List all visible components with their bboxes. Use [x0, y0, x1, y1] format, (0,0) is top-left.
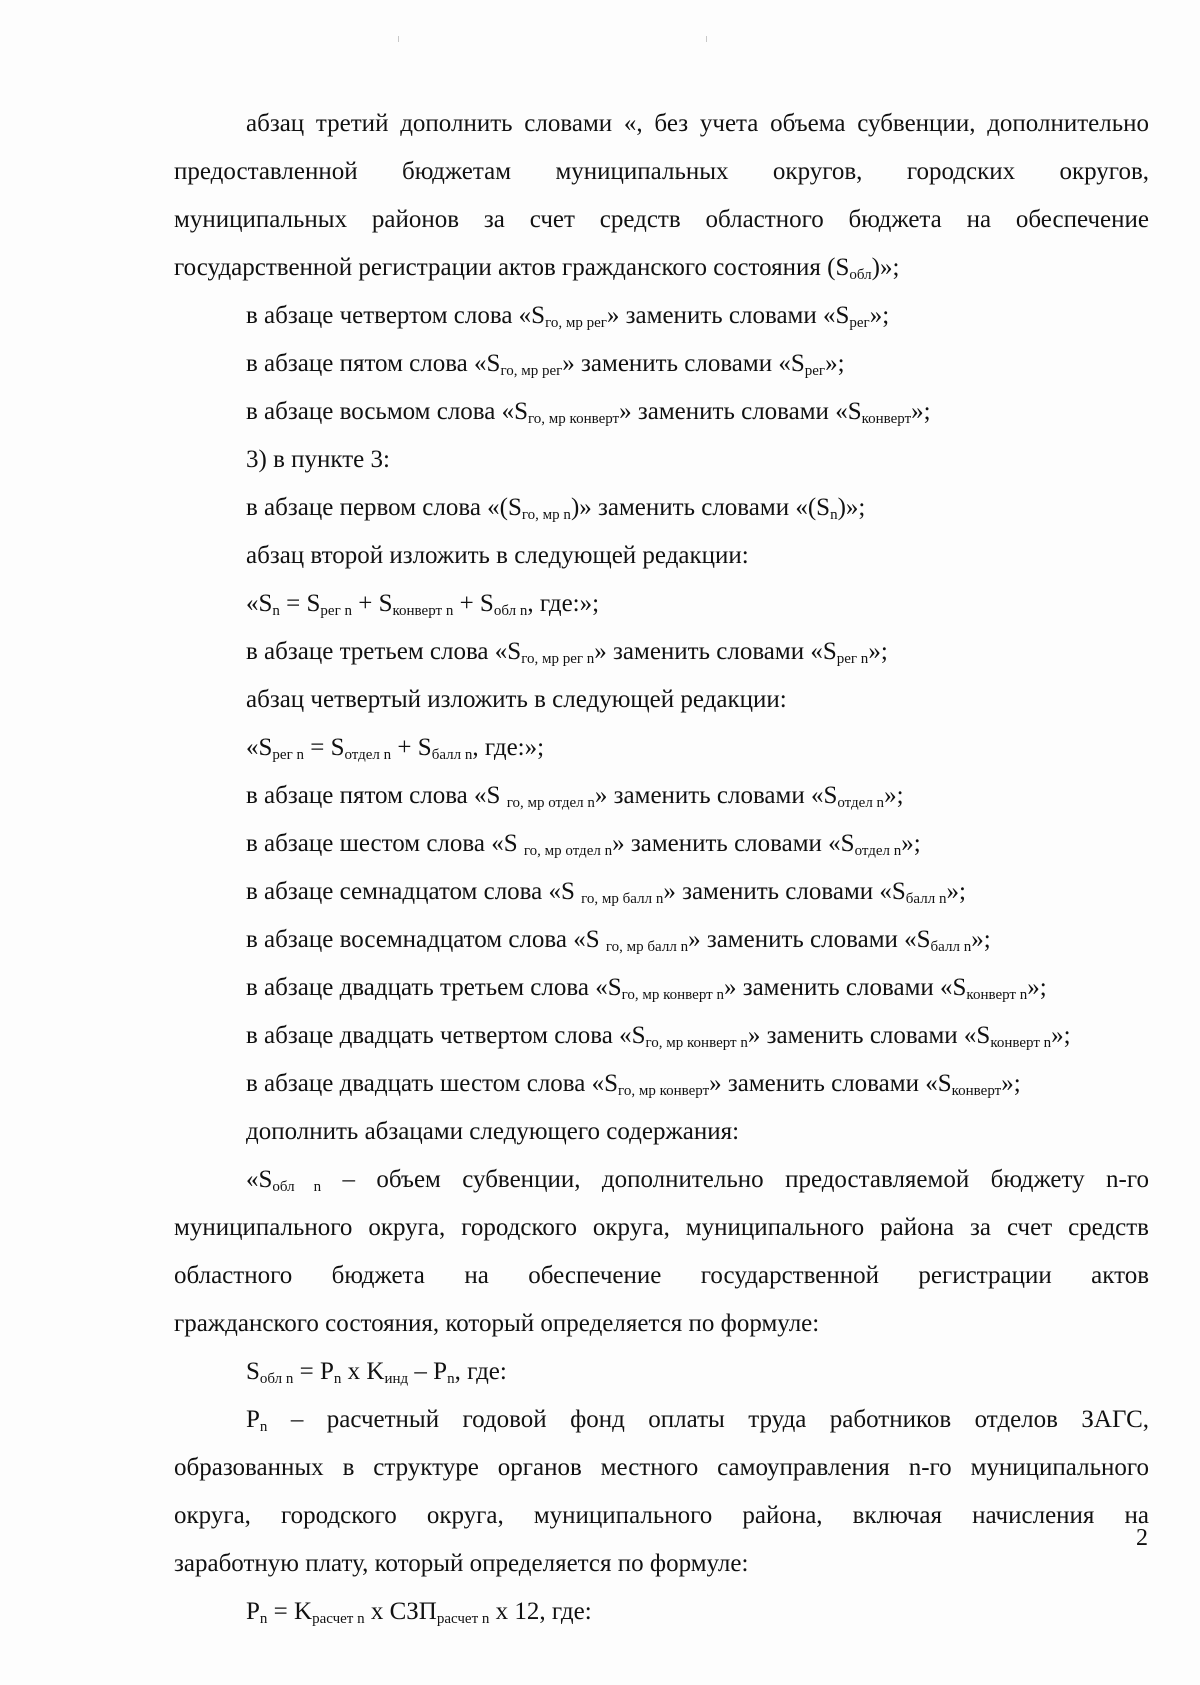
text-line: [174, 868, 1149, 916]
subscript: обл n: [493, 603, 528, 619]
subscript: отдел n: [344, 747, 392, 763]
text-run: »;: [825, 350, 845, 377]
text-run: + S: [391, 734, 432, 761]
text-run: округа, городского округа, муниципального района, включая начисления на: [174, 1502, 1149, 1529]
text-run: = K: [267, 1598, 313, 1625]
text-run: »;: [1027, 974, 1047, 1001]
text-run: »;: [868, 638, 888, 665]
subscript: го, мр отдел n: [523, 843, 613, 859]
text-run: в абзаце первом слова «(S: [246, 494, 522, 521]
text-run: гражданского состояния, который определяется по формуле:: [174, 1310, 820, 1337]
text-line: [174, 292, 1149, 340]
subscript: рег n: [272, 747, 304, 763]
text-line: [174, 916, 1149, 964]
subscript: го, мр рег: [500, 363, 563, 379]
text-line: [174, 340, 1149, 388]
subscript: n: [272, 603, 280, 619]
subscript: рег: [849, 315, 870, 331]
subscript: балл n: [431, 747, 473, 763]
text-line: [174, 772, 1149, 820]
text-line: [174, 1540, 1149, 1588]
text-line: [174, 724, 1149, 772]
text-run: »;: [971, 926, 991, 953]
text-run: образованных в структуре органов местного самоуправления n-го муниципального: [174, 1454, 1149, 1481]
subscript: рег: [804, 363, 826, 379]
text-run: , где:»;: [472, 734, 545, 761]
text-run: дополнить абзацами следующего содержания:: [246, 1118, 740, 1145]
text-run: заработную плату, который определяется по формуле:: [174, 1550, 749, 1577]
subscript: обл n: [259, 1371, 294, 1387]
text-run: – расчетный годовой фонд оплаты труда работников отделов ЗАГС,: [267, 1406, 1149, 1433]
text-run: »;: [1051, 1022, 1071, 1049]
text-line: [174, 820, 1149, 868]
subscript: го, мр балл n: [605, 939, 689, 955]
text-run: абзац второй изложить в следующей редакции:: [246, 542, 749, 569]
text-run: муниципального округа, городского округа, муниципального района за счет средств: [174, 1214, 1149, 1241]
text-run: в абзаце шестом слова «S: [246, 830, 524, 857]
text-run: + S: [453, 590, 494, 617]
scan-mark: [398, 36, 399, 42]
text-run: в абзаце пятом слова «S: [246, 350, 501, 377]
subscript: го, мр рег n: [521, 651, 595, 667]
text-line: [174, 676, 1149, 724]
text-run: в абзаце двадцать шестом слова «S: [246, 1070, 619, 1097]
text-run: = S: [303, 734, 345, 761]
text-run: 3) в пункте 3:: [246, 446, 390, 473]
text-run: » заменить словами «S: [562, 350, 805, 377]
text-run: P: [246, 1598, 260, 1625]
text-line: [174, 1204, 1149, 1252]
subscript: го, мр балл n: [581, 891, 664, 907]
subscript: го, мр конверт n: [621, 987, 724, 1003]
subscript: го, мр n: [521, 507, 571, 523]
subscript: инд: [384, 1371, 409, 1387]
text-run: »;: [946, 878, 966, 905]
text-run: » заменить словами «S: [747, 1022, 991, 1049]
page-number: 2: [1136, 1525, 1148, 1551]
text-run: » заменить словами «S: [663, 878, 906, 905]
text-run: = P: [293, 1358, 334, 1385]
text-line: [174, 1300, 1149, 1348]
text-run: P: [246, 1406, 260, 1433]
subscript: го, мр конверт: [528, 411, 620, 427]
subscript: обл n: [272, 1179, 322, 1195]
text-run: » заменить словами «S: [709, 1070, 952, 1097]
text-run: » заменить словами «S: [688, 926, 931, 953]
subscript: конверт n: [966, 987, 1028, 1003]
text-line: [174, 1012, 1149, 1060]
text-line: [174, 148, 1149, 196]
text-run: х K: [341, 1358, 385, 1385]
text-run: S: [246, 1358, 260, 1385]
text-run: муниципальных районов за счет средств областного бюджета на обеспечение: [174, 206, 1149, 233]
scan-mark: [706, 36, 707, 42]
text-run: , где:: [454, 1358, 507, 1385]
text-run: «S: [246, 1166, 273, 1193]
text-run: = S: [279, 590, 321, 617]
text-line: [174, 1348, 1149, 1396]
text-line: [174, 580, 1149, 628]
text-run: » заменить словами «S: [723, 974, 967, 1001]
text-run: «S: [246, 590, 273, 617]
text-run: » заменить словами «S: [594, 782, 838, 809]
text-run: в абзаце двадцать третьем слова «S: [246, 974, 622, 1001]
subscript: рег n: [320, 603, 352, 619]
text-run: – P: [408, 1358, 448, 1385]
text-line: [174, 388, 1149, 436]
text-run: в абзаце семнадцатом слова «S: [246, 878, 582, 905]
subscript: n: [830, 507, 838, 523]
text-run: » заменить словами «S: [612, 830, 855, 857]
subscript: n: [447, 1371, 455, 1387]
text-run: » заменить словами «S: [594, 638, 837, 665]
subscript: балл n: [905, 891, 947, 907]
subscript: го, мр конверт n: [645, 1035, 748, 1051]
text-line: [174, 100, 1149, 148]
text-run: в абзаце восемнадцатом слова «S: [246, 926, 606, 953]
subscript: рег n: [836, 651, 869, 667]
text-run: х СЗП: [364, 1598, 437, 1625]
text-run: »;: [911, 398, 931, 425]
text-run: государственной регистрации актов гражданского состояния (S: [174, 254, 850, 281]
text-run: «S: [246, 734, 273, 761]
subscript: отдел n: [854, 843, 902, 859]
text-run: областного бюджета на обеспечение государственной регистрации актов: [174, 1262, 1149, 1289]
text-run: »;: [884, 782, 904, 809]
text-line: [174, 1156, 1149, 1204]
text-run: в абзаце третьем слова «S: [246, 638, 522, 665]
subscript: расчет n: [312, 1611, 365, 1627]
text-line: [174, 1252, 1149, 1300]
subscript: балл n: [930, 939, 972, 955]
text-line: [174, 436, 1149, 484]
subscript: го, мр отдел n: [506, 795, 595, 811]
text-run: абзац четвертый изложить в следующей редакции:: [246, 686, 787, 713]
text-line: [174, 964, 1149, 1012]
text-line: [174, 1108, 1149, 1156]
subscript: конверт n: [990, 1035, 1052, 1051]
text-run: )»;: [871, 254, 900, 281]
text-run: в абзаце пятом слова «S: [246, 782, 507, 809]
text-run: )»;: [837, 494, 866, 521]
text-line: [174, 196, 1149, 244]
text-line: [174, 532, 1149, 580]
text-run: » заменить словами «S: [606, 302, 850, 329]
subscript: n: [259, 1419, 268, 1435]
subscript: конверт: [861, 411, 912, 427]
text-run: »;: [869, 302, 890, 329]
text-line: [174, 1444, 1149, 1492]
text-run: в абзаце двадцать четвертом слова «S: [246, 1022, 646, 1049]
text-run: »;: [901, 830, 921, 857]
subscript: обл: [849, 267, 872, 283]
text-run: – объем субвенции, дополнительно предоставляемой бюджету n-го: [321, 1166, 1149, 1193]
text-line: [174, 484, 1149, 532]
subscript: отдел n: [837, 795, 885, 811]
text-line: [174, 1588, 1149, 1636]
subscript: го, мр рег: [545, 315, 607, 331]
subscript: n: [333, 1371, 342, 1387]
text-run: предоставленной бюджетам муниципальных округов, городских округов,: [174, 158, 1149, 185]
subscript: n: [259, 1611, 268, 1627]
text-run: + S: [351, 590, 393, 617]
text-line: [174, 1492, 1149, 1540]
text-run: »;: [1001, 1070, 1021, 1097]
text-run: )» заменить словами «(S: [570, 494, 831, 521]
text-line: [174, 1060, 1149, 1108]
text-run: » заменить словами «S: [619, 398, 862, 425]
text-run: в абзаце восьмом слова «S: [246, 398, 529, 425]
text-line: [174, 1396, 1149, 1444]
text-line: [174, 244, 1149, 292]
document-body: [174, 100, 1149, 1636]
subscript: конверт n: [392, 603, 454, 619]
text-run: в абзаце четвертом слова «S: [246, 302, 546, 329]
subscript: го, мр конверт: [618, 1083, 710, 1099]
text-run: , где:»;: [527, 590, 600, 617]
text-run: абзац третий дополнить словами «, без учета объема субвенции, дополнительно: [246, 110, 1149, 137]
subscript: конверт: [951, 1083, 1002, 1099]
text-run: х 12, где:: [489, 1598, 592, 1625]
subscript: расчет n: [436, 1611, 490, 1627]
text-line: [174, 628, 1149, 676]
